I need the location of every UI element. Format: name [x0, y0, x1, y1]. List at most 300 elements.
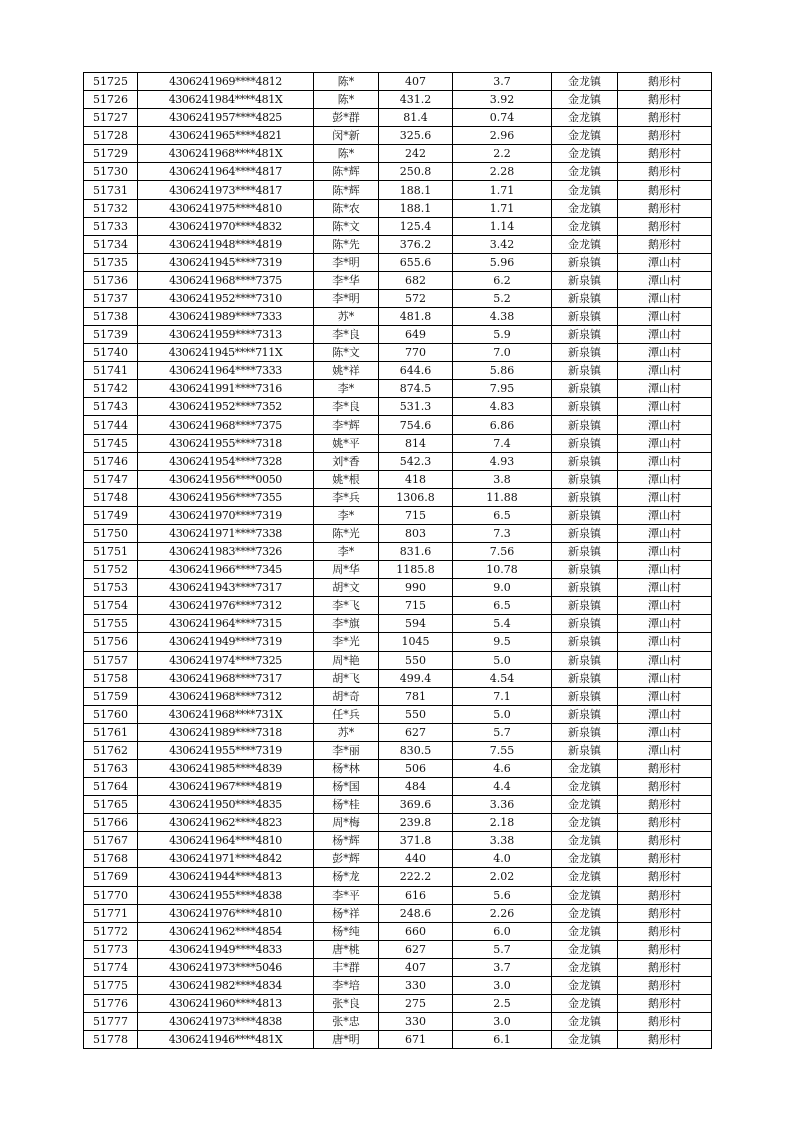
area-cell: 7.95: [453, 380, 552, 398]
table-row: [84, 506, 712, 524]
village-cell: 潭山村: [618, 253, 712, 271]
village-cell: 鹅形村: [618, 832, 712, 850]
village-cell: 潭山村: [618, 344, 712, 362]
serial-number-cell: 51736: [84, 271, 138, 289]
village-cell: 鹅形村: [618, 814, 712, 832]
township-cell: 新泉镇: [552, 452, 618, 470]
township-cell: 新泉镇: [552, 470, 618, 488]
township-cell: 金龙镇: [552, 976, 618, 994]
village-cell: 鹅形村: [618, 940, 712, 958]
village-cell: 鹅形村: [618, 109, 712, 127]
amount-cell: 627: [379, 723, 453, 741]
township-cell: 金龙镇: [552, 958, 618, 976]
id-number-cell: 4306241967****4819: [138, 778, 314, 796]
table-row: [84, 687, 712, 705]
table-row: [84, 398, 712, 416]
village-cell: 鹅形村: [618, 904, 712, 922]
area-cell: 9.0: [453, 579, 552, 597]
name-cell: 李*丽: [314, 741, 379, 759]
area-cell: 3.0: [453, 976, 552, 994]
name-cell: 胡*奇: [314, 687, 379, 705]
serial-number-cell: 51745: [84, 434, 138, 452]
township-cell: 金龙镇: [552, 235, 618, 253]
serial-number-cell: 51734: [84, 235, 138, 253]
township-cell: 新泉镇: [552, 524, 618, 542]
serial-number-cell: 51773: [84, 940, 138, 958]
table-row: [84, 723, 712, 741]
amount-cell: 1185.8: [379, 561, 453, 579]
serial-number-cell: 51770: [84, 886, 138, 904]
amount-cell: 542.3: [379, 452, 453, 470]
id-number-cell: 4306241945****7319: [138, 253, 314, 271]
township-cell: 新泉镇: [552, 380, 618, 398]
name-cell: 李*: [314, 543, 379, 561]
area-cell: 7.4: [453, 434, 552, 452]
table-row: [84, 868, 712, 886]
id-number-cell: 4306241966****7345: [138, 561, 314, 579]
amount-cell: 440: [379, 850, 453, 868]
serial-number-cell: 51751: [84, 543, 138, 561]
amount-cell: 649: [379, 326, 453, 344]
amount-cell: 407: [379, 958, 453, 976]
amount-cell: 550: [379, 705, 453, 723]
table-row: [84, 543, 712, 561]
area-cell: 7.3: [453, 524, 552, 542]
area-cell: 4.93: [453, 452, 552, 470]
area-cell: 3.38: [453, 832, 552, 850]
township-cell: 金龙镇: [552, 886, 618, 904]
table-row: [84, 344, 712, 362]
serial-number-cell: 51775: [84, 976, 138, 994]
id-number-cell: 4306241968****7317: [138, 669, 314, 687]
serial-number-cell: 51762: [84, 741, 138, 759]
village-cell: 潭山村: [618, 669, 712, 687]
amount-cell: 814: [379, 434, 453, 452]
serial-number-cell: 51740: [84, 344, 138, 362]
amount-cell: 572: [379, 289, 453, 307]
township-cell: 金龙镇: [552, 199, 618, 217]
table-row: [84, 253, 712, 271]
serial-number-cell: 51765: [84, 796, 138, 814]
township-cell: 新泉镇: [552, 723, 618, 741]
village-cell: 鹅形村: [618, 1031, 712, 1049]
township-cell: 金龙镇: [552, 814, 618, 832]
amount-cell: 188.1: [379, 181, 453, 199]
township-cell: 新泉镇: [552, 398, 618, 416]
name-cell: 杨*林: [314, 759, 379, 777]
area-cell: 5.86: [453, 362, 552, 380]
name-cell: 李*明: [314, 289, 379, 307]
id-number-cell: 4306241957****4825: [138, 109, 314, 127]
township-cell: 金龙镇: [552, 1031, 618, 1049]
table-row: [84, 524, 712, 542]
area-cell: 2.2: [453, 145, 552, 163]
id-number-cell: 4306241975****4810: [138, 199, 314, 217]
id-number-cell: 4306241955****7318: [138, 434, 314, 452]
name-cell: 彭*辉: [314, 850, 379, 868]
id-number-cell: 4306241984****481X: [138, 91, 314, 109]
area-cell: 1.71: [453, 181, 552, 199]
township-cell: 新泉镇: [552, 506, 618, 524]
amount-cell: 418: [379, 470, 453, 488]
village-cell: 鹅形村: [618, 850, 712, 868]
township-cell: 新泉镇: [552, 416, 618, 434]
table-row: [84, 380, 712, 398]
serial-number-cell: 51729: [84, 145, 138, 163]
name-cell: 姚*祥: [314, 362, 379, 380]
village-cell: 鹅形村: [618, 1013, 712, 1031]
village-cell: 潭山村: [618, 615, 712, 633]
area-cell: 11.88: [453, 488, 552, 506]
table-row: [84, 814, 712, 832]
amount-cell: 242: [379, 145, 453, 163]
name-cell: 李*平: [314, 886, 379, 904]
table-row: [84, 163, 712, 181]
name-cell: 丰*群: [314, 958, 379, 976]
village-cell: 潭山村: [618, 452, 712, 470]
serial-number-cell: 51744: [84, 416, 138, 434]
table-row: [84, 1031, 712, 1049]
amount-cell: 275: [379, 994, 453, 1012]
area-cell: 7.0: [453, 344, 552, 362]
table-row: [84, 904, 712, 922]
amount-cell: 990: [379, 579, 453, 597]
area-cell: 5.7: [453, 723, 552, 741]
table-row: [84, 850, 712, 868]
township-cell: 新泉镇: [552, 434, 618, 452]
township-cell: 新泉镇: [552, 488, 618, 506]
amount-cell: 594: [379, 615, 453, 633]
amount-cell: 125.4: [379, 217, 453, 235]
table-row: [84, 91, 712, 109]
id-number-cell: 4306241944****4813: [138, 868, 314, 886]
amount-cell: 188.1: [379, 199, 453, 217]
serial-number-cell: 51767: [84, 832, 138, 850]
table-row: [84, 109, 712, 127]
village-cell: 鹅形村: [618, 922, 712, 940]
amount-cell: 506: [379, 759, 453, 777]
name-cell: 杨*纯: [314, 922, 379, 940]
id-number-cell: 4306241968****731X: [138, 705, 314, 723]
name-cell: 苏*: [314, 308, 379, 326]
table-row: [84, 741, 712, 759]
area-cell: 2.96: [453, 127, 552, 145]
name-cell: 陈*先: [314, 235, 379, 253]
amount-cell: 499.4: [379, 669, 453, 687]
serial-number-cell: 51738: [84, 308, 138, 326]
area-cell: 0.74: [453, 109, 552, 127]
amount-cell: 1045: [379, 633, 453, 651]
serial-number-cell: 51728: [84, 127, 138, 145]
name-cell: 陈*农: [314, 199, 379, 217]
village-cell: 潭山村: [618, 597, 712, 615]
township-cell: 金龙镇: [552, 91, 618, 109]
id-number-cell: 4306241971****4842: [138, 850, 314, 868]
name-cell: 杨*祥: [314, 904, 379, 922]
table-row: [84, 597, 712, 615]
amount-cell: 770: [379, 344, 453, 362]
village-cell: 鹅形村: [618, 796, 712, 814]
table-row: [84, 362, 712, 380]
serial-number-cell: 51748: [84, 488, 138, 506]
name-cell: 姚*平: [314, 434, 379, 452]
village-cell: 潭山村: [618, 488, 712, 506]
id-number-cell: 4306241974****7325: [138, 651, 314, 669]
id-number-cell: 4306241968****7375: [138, 416, 314, 434]
id-number-cell: 4306241976****4810: [138, 904, 314, 922]
amount-cell: 644.6: [379, 362, 453, 380]
table-row: [84, 326, 712, 344]
amount-cell: 715: [379, 506, 453, 524]
area-cell: 1.14: [453, 217, 552, 235]
village-cell: 潭山村: [618, 741, 712, 759]
village-cell: 潭山村: [618, 398, 712, 416]
table-row: [84, 235, 712, 253]
name-cell: 姚*根: [314, 470, 379, 488]
name-cell: 陈*光: [314, 524, 379, 542]
serial-number-cell: 51754: [84, 597, 138, 615]
table-row: [84, 886, 712, 904]
serial-number-cell: 51772: [84, 922, 138, 940]
id-number-cell: 4306241954****7328: [138, 452, 314, 470]
table-row: [84, 452, 712, 470]
township-cell: 新泉镇: [552, 705, 618, 723]
serial-number-cell: 51733: [84, 217, 138, 235]
amount-cell: 330: [379, 976, 453, 994]
serial-number-cell: 51761: [84, 723, 138, 741]
township-cell: 金龙镇: [552, 181, 618, 199]
amount-cell: 371.8: [379, 832, 453, 850]
table-row: [84, 651, 712, 669]
township-cell: 新泉镇: [552, 687, 618, 705]
township-cell: 新泉镇: [552, 561, 618, 579]
name-cell: 周*艳: [314, 651, 379, 669]
area-cell: 3.36: [453, 796, 552, 814]
id-number-cell: 4306241950****4835: [138, 796, 314, 814]
serial-number-cell: 51766: [84, 814, 138, 832]
name-cell: 李*培: [314, 976, 379, 994]
serial-number-cell: 51759: [84, 687, 138, 705]
name-cell: 杨*辉: [314, 832, 379, 850]
area-cell: 9.5: [453, 633, 552, 651]
id-number-cell: 4306241964****7333: [138, 362, 314, 380]
name-cell: 李*: [314, 380, 379, 398]
name-cell: 胡*飞: [314, 669, 379, 687]
township-cell: 新泉镇: [552, 669, 618, 687]
name-cell: 杨*龙: [314, 868, 379, 886]
amount-cell: 682: [379, 271, 453, 289]
serial-number-cell: 51755: [84, 615, 138, 633]
township-cell: 金龙镇: [552, 217, 618, 235]
village-cell: 鹅形村: [618, 91, 712, 109]
table-row: [84, 579, 712, 597]
area-cell: 5.0: [453, 651, 552, 669]
id-number-cell: 4306241943****7317: [138, 579, 314, 597]
amount-cell: 781: [379, 687, 453, 705]
township-cell: 新泉镇: [552, 651, 618, 669]
township-cell: 新泉镇: [552, 362, 618, 380]
area-cell: 6.5: [453, 506, 552, 524]
township-cell: 新泉镇: [552, 615, 618, 633]
serial-number-cell: 51735: [84, 253, 138, 271]
amount-cell: 874.5: [379, 380, 453, 398]
table-row: [84, 958, 712, 976]
area-cell: 3.7: [453, 958, 552, 976]
village-cell: 潭山村: [618, 308, 712, 326]
name-cell: 李*良: [314, 398, 379, 416]
id-number-cell: 4306241989****7318: [138, 723, 314, 741]
area-cell: 5.96: [453, 253, 552, 271]
records-table-body: [84, 73, 712, 1049]
name-cell: 杨*桂: [314, 796, 379, 814]
amount-cell: 660: [379, 922, 453, 940]
amount-cell: 330: [379, 1013, 453, 1031]
serial-number-cell: 51777: [84, 1013, 138, 1031]
township-cell: 新泉镇: [552, 253, 618, 271]
township-cell: 金龙镇: [552, 994, 618, 1012]
village-cell: 鹅形村: [618, 976, 712, 994]
serial-number-cell: 51741: [84, 362, 138, 380]
amount-cell: 407: [379, 73, 453, 91]
township-cell: 金龙镇: [552, 73, 618, 91]
area-cell: 6.1: [453, 1031, 552, 1049]
name-cell: 彭*群: [314, 109, 379, 127]
id-number-cell: 4306241948****4819: [138, 235, 314, 253]
name-cell: 周*华: [314, 561, 379, 579]
township-cell: 新泉镇: [552, 741, 618, 759]
township-cell: 金龙镇: [552, 145, 618, 163]
id-number-cell: 4306241962****4854: [138, 922, 314, 940]
village-cell: 潭山村: [618, 271, 712, 289]
id-number-cell: 4306241970****4832: [138, 217, 314, 235]
serial-number-cell: 51747: [84, 470, 138, 488]
id-number-cell: 4306241956****0050: [138, 470, 314, 488]
id-number-cell: 4306241982****4834: [138, 976, 314, 994]
table-row: [84, 73, 712, 91]
serial-number-cell: 51725: [84, 73, 138, 91]
id-number-cell: 4306241973****4838: [138, 1013, 314, 1031]
village-cell: 潭山村: [618, 723, 712, 741]
serial-number-cell: 51760: [84, 705, 138, 723]
area-cell: 7.1: [453, 687, 552, 705]
village-cell: 潭山村: [618, 380, 712, 398]
table-row: [84, 1013, 712, 1031]
village-cell: 鹅形村: [618, 163, 712, 181]
serial-number-cell: 51774: [84, 958, 138, 976]
area-cell: 1.71: [453, 199, 552, 217]
village-cell: 潭山村: [618, 506, 712, 524]
id-number-cell: 4306241962****4823: [138, 814, 314, 832]
township-cell: 新泉镇: [552, 326, 618, 344]
name-cell: 李*飞: [314, 597, 379, 615]
area-cell: 5.4: [453, 615, 552, 633]
village-cell: 鹅形村: [618, 958, 712, 976]
village-cell: 鹅形村: [618, 868, 712, 886]
village-cell: 鹅形村: [618, 994, 712, 1012]
name-cell: 李*华: [314, 271, 379, 289]
name-cell: 李*旗: [314, 615, 379, 633]
amount-cell: 325.6: [379, 127, 453, 145]
area-cell: 7.56: [453, 543, 552, 561]
id-number-cell: 4306241970****7319: [138, 506, 314, 524]
serial-number-cell: 51752: [84, 561, 138, 579]
amount-cell: 616: [379, 886, 453, 904]
village-cell: 潭山村: [618, 633, 712, 651]
table-row: [84, 127, 712, 145]
amount-cell: 671: [379, 1031, 453, 1049]
table-row: [84, 759, 712, 777]
village-cell: 潭山村: [618, 579, 712, 597]
id-number-cell: 4306241964****4810: [138, 832, 314, 850]
area-cell: 4.54: [453, 669, 552, 687]
village-cell: 潭山村: [618, 326, 712, 344]
records-table: [83, 72, 712, 1049]
serial-number-cell: 51737: [84, 289, 138, 307]
table-row: [84, 796, 712, 814]
id-number-cell: 4306241968****7312: [138, 687, 314, 705]
area-cell: 5.9: [453, 326, 552, 344]
amount-cell: 550: [379, 651, 453, 669]
name-cell: 苏*: [314, 723, 379, 741]
serial-number-cell: 51749: [84, 506, 138, 524]
village-cell: 鹅形村: [618, 217, 712, 235]
village-cell: 潭山村: [618, 289, 712, 307]
name-cell: 李*光: [314, 633, 379, 651]
id-number-cell: 4306241946****481X: [138, 1031, 314, 1049]
township-cell: 金龙镇: [552, 868, 618, 886]
township-cell: 金龙镇: [552, 850, 618, 868]
amount-cell: 803: [379, 524, 453, 542]
area-cell: 4.83: [453, 398, 552, 416]
table-row: [84, 181, 712, 199]
amount-cell: 754.6: [379, 416, 453, 434]
id-number-cell: 4306241985****4839: [138, 759, 314, 777]
village-cell: 鹅形村: [618, 778, 712, 796]
id-number-cell: 4306241955****7319: [138, 741, 314, 759]
id-number-cell: 4306241973****5046: [138, 958, 314, 976]
amount-cell: 715: [379, 597, 453, 615]
name-cell: 唐*明: [314, 1031, 379, 1049]
area-cell: 2.02: [453, 868, 552, 886]
area-cell: 4.4: [453, 778, 552, 796]
id-number-cell: 4306241952****7310: [138, 289, 314, 307]
village-cell: 潭山村: [618, 434, 712, 452]
village-cell: 鹅形村: [618, 886, 712, 904]
village-cell: 潭山村: [618, 687, 712, 705]
amount-cell: 431.2: [379, 91, 453, 109]
serial-number-cell: 51764: [84, 778, 138, 796]
name-cell: 杨*国: [314, 778, 379, 796]
name-cell: 刘*香: [314, 452, 379, 470]
table-row: [84, 669, 712, 687]
area-cell: 4.6: [453, 759, 552, 777]
area-cell: 4.38: [453, 308, 552, 326]
serial-number-cell: 51768: [84, 850, 138, 868]
serial-number-cell: 51731: [84, 181, 138, 199]
name-cell: 陈*文: [314, 344, 379, 362]
id-number-cell: 4306241968****7375: [138, 271, 314, 289]
amount-cell: 239.8: [379, 814, 453, 832]
table-row: [84, 561, 712, 579]
name-cell: 任*兵: [314, 705, 379, 723]
id-number-cell: 4306241969****4812: [138, 73, 314, 91]
name-cell: 陈*: [314, 91, 379, 109]
table-row: [84, 705, 712, 723]
name-cell: 陈*文: [314, 217, 379, 235]
id-number-cell: 4306241983****7326: [138, 543, 314, 561]
table-row: [84, 994, 712, 1012]
area-cell: 7.55: [453, 741, 552, 759]
